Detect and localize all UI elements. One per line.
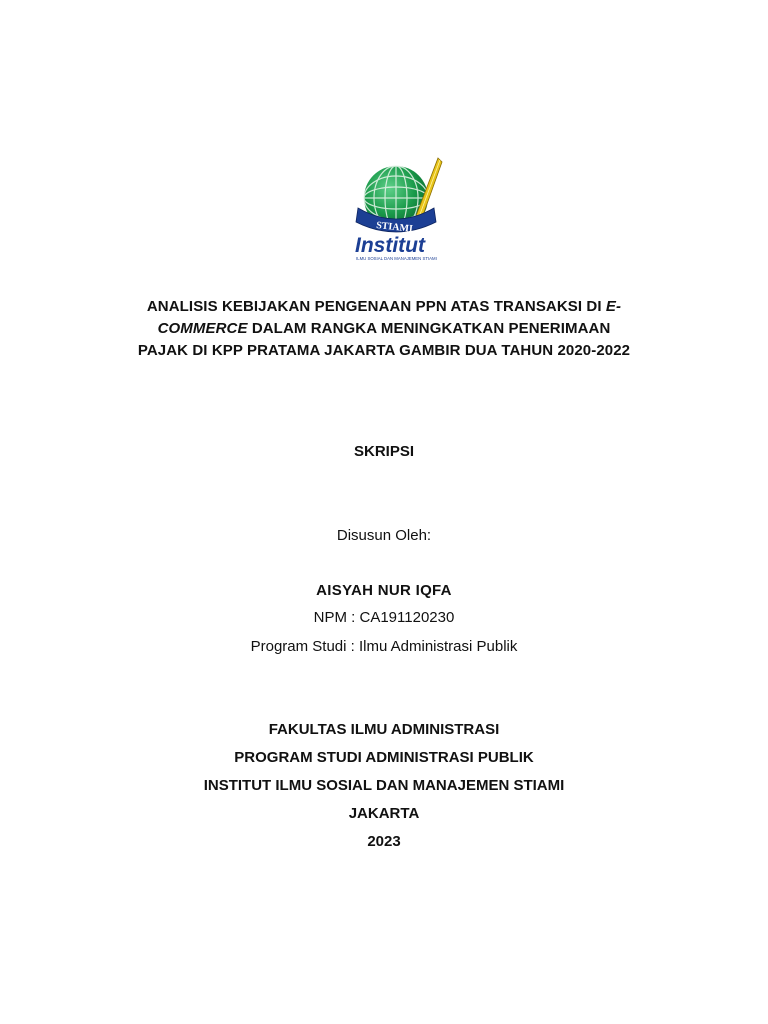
city: JAKARTA — [348, 805, 420, 822]
author-name: AISYAH NUR IQFA — [316, 582, 452, 599]
institute-name: INSTITUT ILMU SOSIAL DAN MANAJEMEN STIAMI — [203, 777, 565, 794]
prepared-by-label: Disusun Oleh: — [336, 527, 432, 544]
title-line-1: ANALISIS KEBIJAKAN PENGENAAN PPN ATAS TRANSAKSI DI E- — [146, 298, 622, 315]
student-id: NPM : CA191120230 — [313, 609, 455, 626]
document-type: SKRIPSI — [353, 443, 414, 460]
faculty-name: FAKULTAS ILMU ADMINISTRASI — [268, 721, 500, 738]
logo-badge-text: STIAMI — [375, 220, 414, 235]
institution-logo — [352, 156, 462, 264]
study-program: Program Studi : Ilmu Administrasi Publik — [250, 638, 518, 655]
year: 2023 — [367, 833, 401, 850]
logo-subtitle: ILMU SOSIAL DAN MANAJEMEN STIAMI — [356, 256, 437, 261]
thesis-title — [0, 296, 768, 362]
program-name: PROGRAM STUDI ADMINISTRASI PUBLIK — [234, 749, 534, 766]
stiami-logo-graphic — [352, 156, 462, 264]
title-line-2: COMMERCE DALAM RANGKA MENINGKATKAN PENERIMAAN — [157, 320, 611, 337]
title-line-3: PAJAK DI KPP PRATAMA JAKARTA GAMBIR DUA TAHUN 2020-2022 — [137, 342, 631, 359]
logo-wordmark: Institut — [355, 234, 425, 257]
